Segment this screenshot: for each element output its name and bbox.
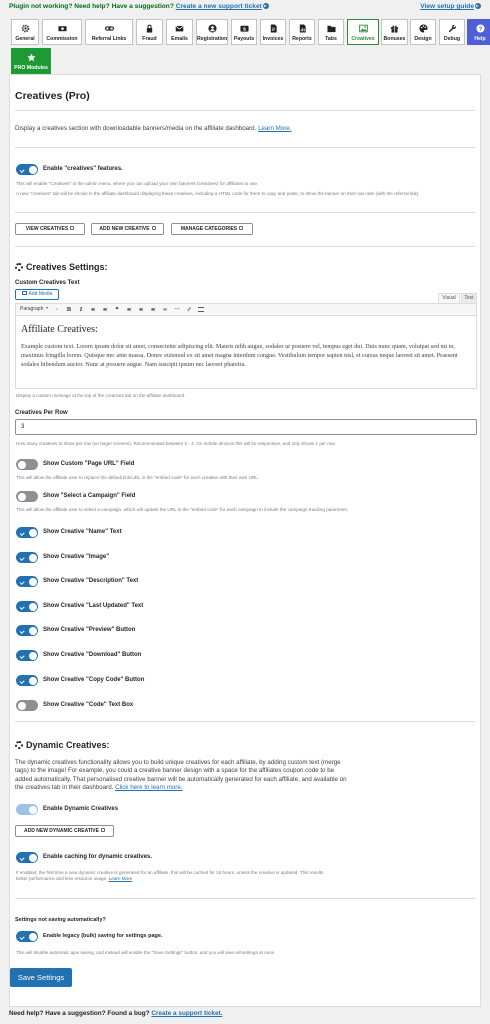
image-icon xyxy=(359,24,368,33)
bullet-list-icon[interactable]: ≡ xyxy=(90,307,96,313)
tab-label: Debug xyxy=(443,36,461,42)
tab-general[interactable] xyxy=(11,19,39,45)
report-icon xyxy=(298,24,307,33)
top-notice-bar xyxy=(9,3,481,13)
save-settings-button[interactable]: Save Settings xyxy=(10,968,72,987)
tab-invoices[interactable] xyxy=(260,19,286,45)
saving-question: Settings not saving automatically? xyxy=(15,917,106,923)
add-media-button[interactable] xyxy=(15,289,59,300)
tab-label: Design xyxy=(414,36,432,42)
creatives-text-editor[interactable] xyxy=(15,303,477,389)
view-creatives-label: VIEW CREATIVES xyxy=(25,226,69,232)
enable-creatives-label: Enable "creatives" features. xyxy=(43,166,123,172)
caching-label: Enable caching for dynamic creatives. xyxy=(43,854,153,860)
show-download-label: Show Creative "Download" Button xyxy=(43,652,142,658)
show-image-toggle[interactable] xyxy=(16,552,38,563)
tab-registration[interactable] xyxy=(196,19,228,45)
money-icon xyxy=(58,24,67,33)
italic-icon[interactable]: I xyxy=(79,307,83,313)
legacy-saving-label: Enable legacy (bulk) saving for settings page. xyxy=(43,933,163,939)
link-icon[interactable]: ∞ xyxy=(162,307,168,313)
editor-heading: Affiliate Creatives: xyxy=(21,324,98,335)
show-download-toggle[interactable] xyxy=(16,650,38,661)
toolbar-divider-icon[interactable]: ⋅ xyxy=(55,307,59,313)
caching-note-text: If enabled, the first time a new dynamic creative is generated for an affiliate, this will be cached for 24 hours, unless the creative is updated. This results better performance and less resource usage. xyxy=(16,870,324,881)
divider xyxy=(15,147,475,148)
help-question: Plugin not working? Need help? Have a suggestion? xyxy=(9,3,174,10)
add-new-creative-button[interactable] xyxy=(91,223,164,235)
numbered-list-icon[interactable]: ≡ xyxy=(102,307,108,313)
tab-bonuses[interactable] xyxy=(381,19,408,45)
tab-label: Tabs xyxy=(325,36,337,42)
page-url-note: This will allow the affiliate user to replace the default link/URL in the "embed code" for each creative with their own URL. xyxy=(16,475,260,480)
heading-text: Creatives Settings: xyxy=(26,262,108,272)
align-right-icon[interactable]: ≡ xyxy=(150,307,156,313)
visual-tab[interactable]: Visual xyxy=(438,293,460,303)
caching-toggle[interactable] xyxy=(16,852,38,863)
tab-debug[interactable] xyxy=(439,19,465,45)
gear-icon xyxy=(15,263,23,271)
text-tab[interactable]: Text xyxy=(461,293,477,303)
gift-icon xyxy=(390,24,399,33)
tab-label: Commission xyxy=(46,36,78,42)
custom-text-label: Custom Creatives Text xyxy=(15,280,80,286)
tab-label: Fraud xyxy=(142,36,157,42)
manage-categories-button[interactable] xyxy=(171,223,253,235)
editor-toolbar xyxy=(16,304,476,316)
tab-help[interactable] xyxy=(467,19,490,45)
tab-label: Emails xyxy=(171,36,188,42)
svg-text:$: $ xyxy=(242,27,246,33)
arrow-circle-icon xyxy=(475,3,481,9)
tab-reports[interactable] xyxy=(289,19,315,45)
tab-label: Referral Links xyxy=(91,36,127,42)
show-preview-label: Show Creative "Preview" Button xyxy=(43,627,136,633)
tab-fraud[interactable] xyxy=(136,19,163,45)
palette-icon xyxy=(419,24,428,33)
show-last-updated-label: Show Creative "Last Updated" Text xyxy=(43,603,144,609)
gear-icon xyxy=(21,24,30,33)
tab-label: Help xyxy=(474,36,486,42)
link-icon xyxy=(105,24,114,33)
settings-panel xyxy=(9,74,481,1007)
creatives-settings-heading xyxy=(15,262,108,272)
tab-design[interactable] xyxy=(410,19,436,45)
show-description-toggle[interactable] xyxy=(16,576,38,587)
external-icon xyxy=(239,226,243,230)
manage-categories-label: MANAGE CATEGORIES xyxy=(180,226,238,232)
external-icon xyxy=(152,226,156,230)
legacy-saving-toggle[interactable] xyxy=(16,931,38,942)
lock-icon xyxy=(145,24,154,33)
enable-dynamic-label: Enable Dynamic Creatives xyxy=(43,806,119,812)
tab-label: General xyxy=(15,36,35,42)
page-url-label: Show Custom "Page URL" Field xyxy=(43,461,135,467)
dynamic-desc-text: The dynamic creatives functionality allows you to build unique creatives for each affiliate, by adding custom text (merge tags) to the image! For example, you could a creative banner design with a space for the affiliates coupon code to be added automatically. That personalised creative banner will be automatically generated for each affiliate, and available on the creatives tab in their dashboard. xyxy=(15,759,347,792)
editor-content[interactable] xyxy=(16,316,476,370)
view-creatives-button[interactable] xyxy=(15,223,85,235)
show-code-box-toggle[interactable] xyxy=(16,700,38,711)
tab-creatives[interactable] xyxy=(347,19,379,45)
arrow-circle-icon xyxy=(263,3,269,9)
blockquote-icon[interactable]: ❝ xyxy=(115,307,119,313)
footer-text: Need help? Have a suggestion? Found a bug? xyxy=(9,1010,150,1017)
question-icon xyxy=(476,24,485,33)
enable-note-1: This will enable "Creatives" in the admin menu, where you can upload your own banners (creatives) for affiliates to use. xyxy=(16,181,259,186)
setup-guide-link[interactable] xyxy=(420,3,481,10)
campaign-toggle[interactable] xyxy=(16,491,38,502)
tab-label: Bonuses xyxy=(383,36,406,42)
tab-label: Reports xyxy=(292,36,312,42)
add-new-creative-label: ADD NEW CREATIVE xyxy=(99,226,150,232)
tab-commission[interactable] xyxy=(42,19,82,45)
show-image-label: Show Creative "Image" xyxy=(43,554,110,560)
dollar-icon xyxy=(240,24,249,33)
intro-text: Display a creatives section with downloadable banners/media on the affiliate dashboard. xyxy=(15,125,257,132)
tab-label: Invoices xyxy=(262,36,284,42)
add-dynamic-creative-button[interactable] xyxy=(15,825,114,837)
media-icon xyxy=(22,291,27,295)
per-row-label: Creatives Per Row xyxy=(15,410,68,416)
per-row-input[interactable]: 3 xyxy=(15,419,477,435)
campaign-label: Show "Select a Campaign" Field xyxy=(43,493,136,499)
divider xyxy=(15,898,475,899)
support-ticket-link[interactable]: Create a new support ticket xyxy=(175,3,262,10)
tab-label: Registration xyxy=(197,36,228,42)
divider xyxy=(15,212,475,213)
show-copy-code-label: Show Creative "Copy Code" Button xyxy=(43,677,145,683)
divider xyxy=(15,246,475,247)
show-code-box-label: Show Creative "Code" Text Box xyxy=(43,702,134,708)
per-row-note: How many creatives to show per row (on larger screens). Recommended between 2 - 4. On mobile devices this will be responsive, and only shows 1 per row. xyxy=(16,441,336,446)
email-icon xyxy=(175,24,184,33)
folder-icon xyxy=(327,24,336,33)
page-intro xyxy=(15,125,291,132)
footer xyxy=(9,1010,222,1017)
page-url-toggle[interactable] xyxy=(16,459,38,470)
editor-body: Example custom text. Lorem ipsum dolor sit amet, consectetur adipiscing elit. Mauris nibh augue, sodales ut posuere vel, tempus eget dui. Duis nunc quam, volutpat sed mi in, maximus fringilla lorem. Quisque nec ante massa. Donec euismod ex sit amet magna interdum congue. Vestibulum tempor sapien nisl, et cursus neque laoreet sit amet. Praesent sodales bibendum auctor. Nunc at posuere augue. Nam suscipit ipsum nec laoreet pharetra. xyxy=(21,343,458,369)
show-copy-code-toggle[interactable] xyxy=(16,675,38,686)
wrench-icon xyxy=(448,24,457,33)
svg-text:?: ? xyxy=(478,26,482,33)
learn-more-link[interactable]: Learn More. xyxy=(258,125,292,132)
tab-referral-links[interactable] xyxy=(85,19,133,45)
tab-label: PRO Modules xyxy=(14,65,48,71)
enable-dynamic-toggle[interactable] xyxy=(16,804,38,815)
star-icon xyxy=(27,53,36,62)
page-title: Creatives (Pro) xyxy=(15,90,90,102)
tab-label: Payouts xyxy=(233,36,255,42)
user-icon xyxy=(208,24,217,33)
show-description-label: Show Creative "Description" Text xyxy=(43,578,139,584)
tab-payouts[interactable] xyxy=(231,19,257,45)
align-center-icon[interactable]: ≡ xyxy=(138,307,144,313)
dynamic-learn-link[interactable]: Click here to learn more. xyxy=(115,784,183,792)
gear-icon xyxy=(15,741,23,749)
read-more-icon[interactable]: ⋯ xyxy=(174,307,180,313)
show-preview-toggle[interactable] xyxy=(16,625,38,636)
document-icon xyxy=(269,24,278,33)
show-last-updated-toggle[interactable] xyxy=(16,601,38,612)
dynamic-description xyxy=(15,759,347,793)
divider xyxy=(15,110,475,111)
format-select[interactable]: Paragraph xyxy=(20,306,48,312)
campaign-note: This will allow the affiliate user to select a campaign, which will update the URL in the "embed code" for each campaign to include the campaign tracking parameter. xyxy=(16,507,349,512)
caching-learn-link[interactable]: Learn More xyxy=(108,876,133,881)
enable-creatives-toggle[interactable] xyxy=(16,164,38,175)
dynamic-creatives-heading xyxy=(15,740,110,750)
heading-text: Dynamic Creatives: xyxy=(26,740,110,750)
tab-emails[interactable] xyxy=(166,19,193,45)
tab-label: Creatives xyxy=(351,36,375,42)
setup-guide-label[interactable]: View setup guide xyxy=(420,3,474,10)
external-icon xyxy=(101,828,105,832)
bold-icon[interactable]: B xyxy=(66,307,72,313)
tab-pro-modules[interactable] xyxy=(11,48,51,74)
custom-text-note: Display a custom message at the top of the creatives tab on the affiliate dashboard. xyxy=(16,393,186,398)
tab-tabs[interactable] xyxy=(318,19,344,45)
caching-note xyxy=(16,870,332,882)
show-name-label: Show Creative "Name" Text xyxy=(43,529,122,535)
enable-note-2: A new "creatives" tab will be shown in the affiliate dashboard displaying these creatives, including a HTML code for them to copy and paste, to show the banner on their own site (with the referral link). xyxy=(16,191,420,196)
show-name-toggle[interactable] xyxy=(16,527,38,538)
divider xyxy=(15,721,475,722)
footer-support-link[interactable]: Create a support ticket. xyxy=(151,1010,223,1017)
legacy-saving-note: This will disable automatic ajax saving, and instead will enable the "Save Settings" button, and you will save all settings at once. xyxy=(16,950,276,955)
add-dynamic-label: ADD NEW DYNAMIC CREATIVE xyxy=(24,828,99,834)
kitchen-sink-icon[interactable] xyxy=(198,307,204,312)
fullscreen-icon[interactable]: ⤢ xyxy=(186,307,192,313)
add-media-label: Add Media xyxy=(28,291,53,297)
align-left-icon[interactable]: ≡ xyxy=(126,307,132,313)
external-icon xyxy=(70,226,74,230)
